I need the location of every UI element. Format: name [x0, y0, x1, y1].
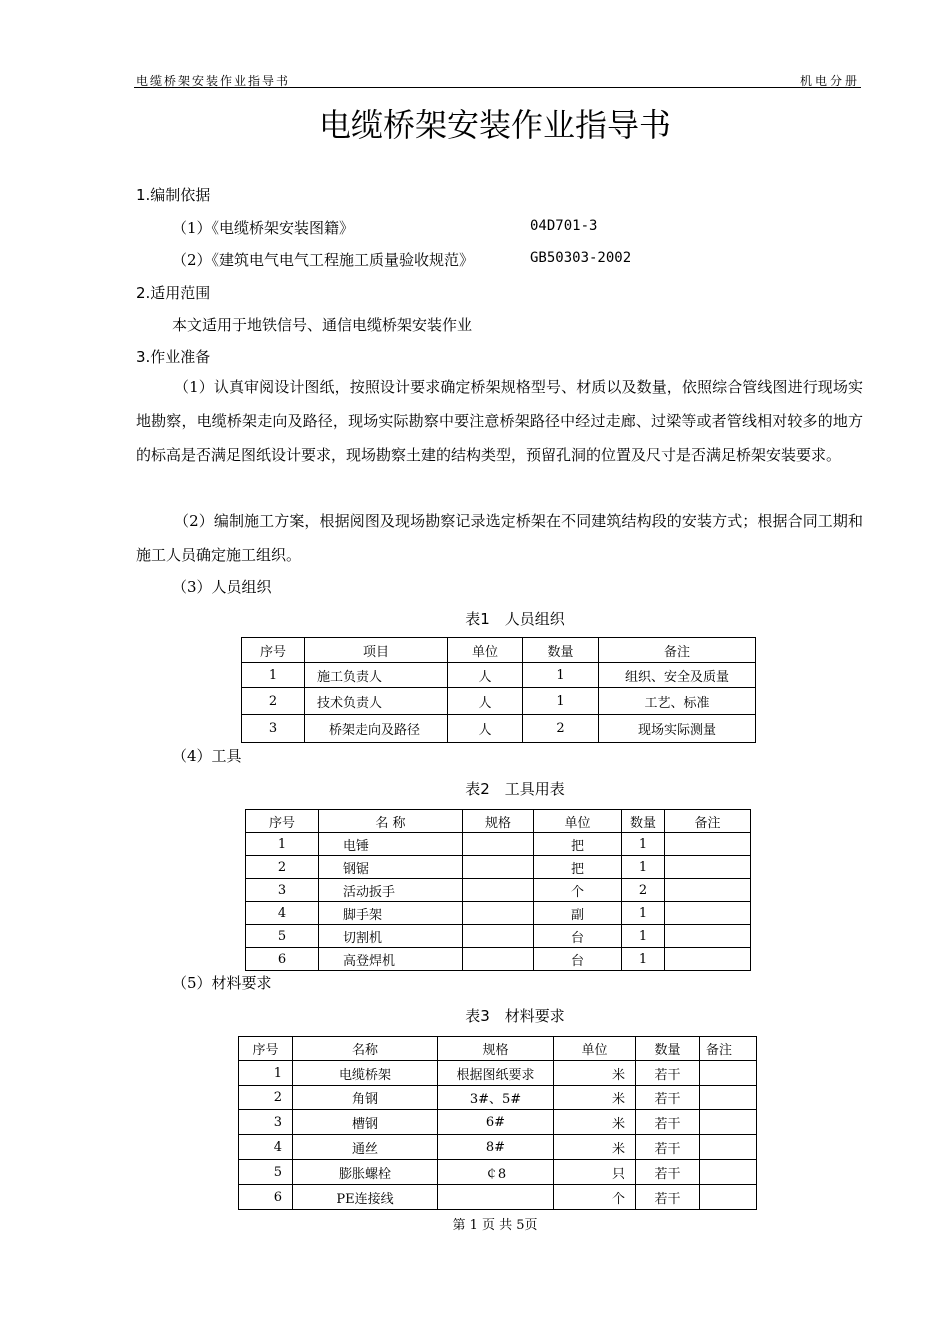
- table-cell: [665, 925, 751, 948]
- table-cell: 若干: [636, 1110, 700, 1135]
- table-cell: 活动扳手: [319, 879, 463, 902]
- table-cell: [665, 902, 751, 925]
- table-cell: 台: [534, 948, 622, 971]
- table-row: [242, 663, 756, 688]
- table-cell: 米: [554, 1061, 636, 1086]
- table-cell: 膨胀螺栓: [293, 1160, 438, 1185]
- table-cell: 1: [622, 856, 665, 879]
- subsection-materials: （5）材料要求: [172, 974, 272, 992]
- running-header-section: 机电分册: [799, 74, 860, 88]
- table-row: [246, 879, 751, 902]
- subsection-personnel: （3）人员组织: [172, 578, 272, 596]
- subsection-tools: （4）工具: [172, 747, 242, 765]
- table-cell: 工艺、标准: [599, 688, 756, 715]
- table-cell: 根据图纸要求: [438, 1061, 554, 1086]
- table-cell: 1: [622, 925, 665, 948]
- table-cell: [463, 902, 534, 925]
- table-cell: 技术负责人: [305, 688, 448, 715]
- document-title: 电缆桥架安装作业指导书: [318, 106, 671, 144]
- table-row: [242, 688, 756, 715]
- table-cell: 电锤: [319, 833, 463, 856]
- table-cell: [463, 925, 534, 948]
- table-cell: 若干: [636, 1061, 700, 1086]
- table-cell: 切割机: [319, 925, 463, 948]
- table-cell: 组织、安全及质量: [599, 663, 756, 688]
- table-cell: 3: [246, 879, 319, 902]
- section-3-heading: 3.作业准备: [136, 348, 211, 366]
- table-header: 数量: [523, 638, 599, 663]
- table-cell: 角钢: [293, 1086, 438, 1110]
- table-row: [239, 1160, 757, 1185]
- table-header: 备注: [700, 1037, 757, 1061]
- table-cell: 1: [523, 663, 599, 688]
- table-cell: [700, 1086, 757, 1110]
- table-cell: [463, 948, 534, 971]
- table-cell: 1: [246, 833, 319, 856]
- table-cell: 4: [246, 902, 319, 925]
- table-cell: 人: [448, 688, 523, 715]
- table-cell: 通丝: [293, 1135, 438, 1160]
- preparation-paragraph-1: （1）认真审阅设计图纸，按照设计要求确定桥架规格型号、材质以及数量，依照综合管线图进行现场实地勘察，电缆桥架走向及路径，现场实际勘察中要注意桥架路径中经过走廊、过梁等或者管线相对较多的地方的标高是否满足图纸设计要求，现场勘察土建的结构类型，预留孔洞的位置及尺寸是否满足桥架安装要求。: [136, 378, 863, 464]
- page-footer: 第 1 页 共 5页: [452, 1218, 538, 1233]
- table-row: [246, 948, 751, 971]
- table-cell: 2: [622, 879, 665, 902]
- table-cell: 1: [622, 833, 665, 856]
- table-cell: 个: [534, 879, 622, 902]
- table-cell: 1: [523, 688, 599, 715]
- table-cell: 施工负责人: [305, 663, 448, 688]
- table-cell: 6#: [438, 1110, 554, 1135]
- table-row: [239, 1061, 757, 1086]
- table-cell: 高登焊机: [319, 948, 463, 971]
- table-2-caption: 表2 工具用表: [465, 780, 565, 798]
- table-cell: ￠8: [438, 1160, 554, 1185]
- table-header: 名 称: [319, 810, 463, 833]
- table-cell: 3: [239, 1110, 293, 1135]
- table-cell: 2: [246, 856, 319, 879]
- table-header: 序号: [246, 810, 319, 833]
- table-cell: 米: [554, 1086, 636, 1110]
- table-row: [246, 856, 751, 879]
- table-row: [239, 1110, 757, 1135]
- table-cell: 8#: [438, 1135, 554, 1160]
- table-cell: [700, 1061, 757, 1086]
- table-cell: [438, 1185, 554, 1210]
- table-cell: [700, 1185, 757, 1210]
- section-1-heading: 1.编制依据: [136, 186, 211, 204]
- table-header: 规格: [463, 810, 534, 833]
- table-header: 单位: [448, 638, 523, 663]
- table-cell: 槽钢: [293, 1110, 438, 1135]
- reference-2-code: GB50303-2002: [530, 250, 632, 266]
- table-row: [239, 1185, 757, 1210]
- table-cell: [463, 879, 534, 902]
- table-cell: [665, 833, 751, 856]
- table-cell: [700, 1160, 757, 1185]
- table-cell: 脚手架: [319, 902, 463, 925]
- scope-text: 本文适用于地铁信号、通信电缆桥架安装作业: [172, 316, 473, 334]
- table-cell: 2: [242, 688, 305, 715]
- reference-1-title: （1）《电缆桥架安装图籍》: [172, 219, 355, 237]
- table-row: [239, 1086, 757, 1110]
- materials-table: [238, 1036, 757, 1210]
- table-header: 备注: [599, 638, 756, 663]
- table-cell: 2: [239, 1086, 293, 1110]
- table-row: [246, 833, 751, 856]
- table-cell: [665, 948, 751, 971]
- table-header: 项目: [305, 638, 448, 663]
- table-header: 名称: [293, 1037, 438, 1061]
- table-cell: 电缆桥架: [293, 1061, 438, 1086]
- table-cell: 1: [622, 948, 665, 971]
- table-header: 序号: [242, 638, 305, 663]
- table-cell: 现场实际测量: [599, 715, 756, 743]
- reference-2-title: （2）《建筑电气电气工程施工质量验收规范》: [172, 251, 475, 269]
- table-cell: 钢锯: [319, 856, 463, 879]
- table-cell: 桥架走向及路径: [305, 715, 448, 743]
- table-cell: [463, 856, 534, 879]
- table-header: 数量: [622, 810, 665, 833]
- table-row: [239, 1135, 757, 1160]
- table-cell: 6: [246, 948, 319, 971]
- table-cell: 6: [239, 1185, 293, 1210]
- table-1-caption: 表1 人员组织: [465, 610, 565, 628]
- table-3-caption: 表3 材料要求: [465, 1007, 565, 1025]
- table-cell: 若干: [636, 1160, 700, 1185]
- header-divider: [134, 87, 861, 88]
- preparation-paragraph-2: （2）编制施工方案，根据阅图及现场勘察记录选定桥架在不同建筑结构段的安装方式；根据合同工期和施工人员确定施工组织。: [136, 512, 863, 564]
- table-header: 单位: [534, 810, 622, 833]
- table-cell: [665, 856, 751, 879]
- table-row: [246, 902, 751, 925]
- table-cell: 副: [534, 902, 622, 925]
- table-cell: 只: [554, 1160, 636, 1185]
- table-cell: 1: [239, 1061, 293, 1086]
- table-cell: 1: [242, 663, 305, 688]
- table-header: 单位: [554, 1037, 636, 1061]
- table-cell: 若干: [636, 1086, 700, 1110]
- table-cell: 2: [523, 715, 599, 743]
- table-row: [242, 715, 756, 743]
- table-header: 备注: [665, 810, 751, 833]
- table-cell: [665, 879, 751, 902]
- table-header: 数量: [636, 1037, 700, 1061]
- table-cell: 人: [448, 663, 523, 688]
- table-cell: 若干: [636, 1185, 700, 1210]
- table-cell: 4: [239, 1135, 293, 1160]
- table-row: [246, 925, 751, 948]
- table-cell: 人: [448, 715, 523, 743]
- tools-table: [245, 809, 751, 971]
- table-cell: 米: [554, 1110, 636, 1135]
- table-cell: 把: [534, 856, 622, 879]
- section-2-heading: 2.适用范围: [136, 284, 211, 302]
- table-cell: 个: [554, 1185, 636, 1210]
- table-cell: 1: [622, 902, 665, 925]
- personnel-table: [241, 637, 756, 743]
- table-cell: 若干: [636, 1135, 700, 1160]
- table-cell: 5: [246, 925, 319, 948]
- reference-1-code: 04D701-3: [530, 218, 598, 234]
- table-cell: [700, 1135, 757, 1160]
- table-cell: 米: [554, 1135, 636, 1160]
- table-cell: 台: [534, 925, 622, 948]
- table-cell: 5: [239, 1160, 293, 1185]
- table-cell: PE连接线: [293, 1185, 438, 1210]
- table-header: 序号: [239, 1037, 293, 1061]
- table-cell: 3: [242, 715, 305, 743]
- table-cell: [463, 833, 534, 856]
- table-cell: 3#、5#: [438, 1086, 554, 1110]
- table-cell: 把: [534, 833, 622, 856]
- running-header-title: 电缆桥架安装作业指导书: [136, 74, 291, 88]
- table-cell: [700, 1110, 757, 1135]
- table-header: 规格: [438, 1037, 554, 1061]
